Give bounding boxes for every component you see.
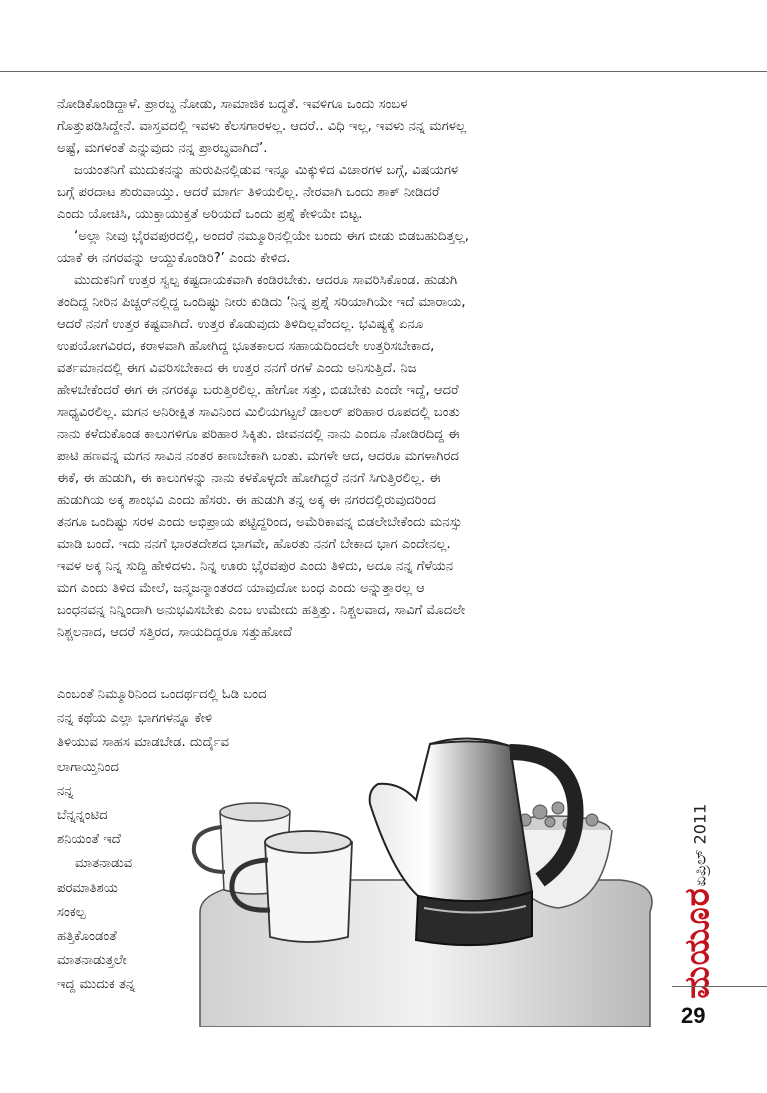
wrap-line: ನನ್ನ ಕಥೆಯ ಎಲ್ಲಾ ಭಾಗಗಳನ್ನೂ ಕೇಳಿ [57, 711, 213, 727]
body-line: ನಿಶ್ಚಲನಾದ, ಆದರೆ ಸತ್ತಿರದ, ಸಾಯದಿದ್ದರೂ ಸತ್ತುಹೋದೆ [57, 625, 293, 640]
page-number: 29 [681, 1003, 706, 1028]
body-line: ಜಯಂತನಿಗೆ ಮುದುಕನನ್ನು ಹುರುಪಿನಲ್ಲಿಡುವ ಇನ್ನೂ ಮಿಕ್ಕುಳಿದ ವಿಚಾರಗಳ ಬಗ್ಗೆ, ವಿಷಯಗಳ [74, 163, 459, 178]
body-line: ಯಾಕೆ ಈ ನಗರವನ್ನು ಆಯ್ದುಕೊಂಡಿರಿ?’ ಎಂದು ಕೇಳಿದ. [57, 251, 291, 266]
body-line: ಮಗ ಎಂದು ತಿಳಿದ ಮೇಲೆ, ಜನ್ಮಜನ್ಮಾಂತರದ ಯಾವುದೋ ಬಂಧ ಎಂದು ಅನ್ನುತ್ತಾರಲ್ಲ ಆ [57, 581, 425, 596]
issue-date [660, 800, 740, 890]
wrap-line: ತಿಳಿಯುವ ಸಾಹಸ ಮಾಡಬೇಡ. ದುರ್ದೈವ [57, 735, 230, 751]
body-line: ಹೇಳಬೇಕೆಂದರೆ ಈಗ ಈ ನಗರಕ್ಕೂ ಬರುತ್ತಿರಲಿಲ್ಲ. ಹೇಗೋ ಸತ್ತು, ಬಿಡಬೇಕು ಎಂದೇ ಇದ್ದೆ, ಆದರೆ [57, 383, 459, 398]
wrap-line: ಲಾಗಾಯ್ತಿನಿಂದ [57, 759, 119, 775]
body-line: ಉಪಯೋಗವಿರದ, ಕರಾಳವಾಗಿ ಹೋಗಿದ್ದ ಭೂತಕಾಲದ ಸಹಾಯದಿಂದಲೇ ಉತ್ತರಿಸಬೇಕಾದ, [57, 339, 435, 354]
wrap-line: ಮಾತನಾಡುತ್ತಲೇ [57, 953, 127, 969]
body-line: ಗೊತ್ತುಪಡಿಸಿದ್ದೇನೆ. ವಾಸ್ತವದಲ್ಲಿ ಇವಳು ಕೆಲಸಗಾರಳಲ್ಲ. ಆದರೆ.. ವಿಧಿ ಇಲ್ಲ, ಇವಳು ನನ್ನ ಮಗಳಲ್ಲ [57, 119, 467, 134]
body-line: ಆದರೆ ನನಗೆ ಉತ್ತರ ಕಷ್ಟವಾಗಿದೆ. ಉತ್ತರ ಕೊಡುವುದು ತಿಳಿದಿಲ್ಲವೆಂದಲ್ಲ. ಭವಿಷ್ಯಕ್ಕೆ ಏನೂ [57, 317, 424, 332]
wrap-line: ಎಂಬಂತೆ ನಿಮ್ಮೂರಿನಿಂದ ಒಂದರ್ಥದಲ್ಲಿ ಓಡಿ ಬಂದ [57, 687, 267, 702]
body-line: ಬಂಧನವನ್ನ ನಿನ್ನಿಂದಾಗಿ ಅನುಭವಿಸಬೇಕು ಎಂಬ ಉಮೇದು ಹತ್ತಿತ್ತು. ನಿಶ್ಚಲವಾದ, ಸಾವಿಗೆ ಮೊದಲೇ [57, 603, 466, 618]
article-body [57, 94, 667, 644]
magazine-logo [668, 886, 728, 999]
body-line: ವರ್ತಮಾನದಲ್ಲಿ ಈಗ ವಿವರಿಸಬೇಕಾದ ಈ ಉತ್ತರ ನನಗೆ ರಗಳೆ ಎಂದು ಅನಿಸುತ್ತಿದೆ. ನಿಜ [57, 361, 417, 376]
body-line: ತಂದಿದ್ದ ನೀರಿನ ಪಿಚ್ಚರ್‌ನಲ್ಲಿದ್ದ ಒಂದಿಷ್ಟು ನೀರು ಕುಡಿದು ‘ನಿನ್ನ ಪ್ರಶ್ನೆ ಸರಿಯಾಗಿಯೇ ಇದೆ ಮಾರಾಯ, [57, 295, 466, 310]
wrap-line: ಸಂಕಲ್ಪ [57, 904, 86, 920]
body-line: ಹುಡುಗಿಯ ಅಕ್ಕ ಶಾಂಭವಿ ಎಂದು ಹೆಸರು. ಈ ಹುಡುಗಿ ತನ್ನ ಅಕ್ಕ ಈ ನಗರದಲ್ಲಿರುವುದರಿಂದ [57, 493, 437, 508]
wrap-line: ಹತ್ತಿಕೊಂಡಂತೆ [57, 929, 117, 945]
body-line: ಮಾಡಿ ಬಂದೆ. ಇದು ನನಗೆ ಭಾರತದೇಶದ ಭಾಗವೇ, ಹೊರತು ನನಗೆ ಬೇಕಾದ ಭಾಗ ಎಂದೇನಲ್ಲ. [57, 537, 451, 552]
footer-rule [672, 986, 767, 987]
body-line: ‘ಅಲ್ಲಾ ನೀವು ಭೈರವಪುರದಲ್ಲಿ, ಅಂದರೆ ನಮ್ಮೂರಿನಲ್ಲಿಯೇ ಬಂದು ಈಗ ಬೀಡು ಬಿಡಬಹುದಿತ್ತಲ್ಲ, [74, 229, 469, 244]
body-line: ನಾನು ಕಳೆದುಕೊಂಡ ಕಾಲುಗಳಿಗೂ ಪರಿಹಾರ ಸಿಕ್ಕಿತು. ಜೀವನದಲ್ಲಿ ನಾನು ಎಂದೂ ನೋಡಿರದಿದ್ದ ಈ [57, 427, 460, 442]
wrap-line: ಶನಿಯಂತೆ ಇದೆ [57, 832, 121, 848]
body-line: ಪಾಟಿ ಹಣವನ್ನ ಮಗನ ಸಾವಿನ ನಂತರ ಕಾಣಬೇಕಾಗಿ ಬಂತು. ಮಗಳೇ ಆದ, ಆದರೂ ಮಗಳಾಗಿರದ [57, 449, 459, 464]
body-line: ನೋಡಿಕೊಂಡಿದ್ದಾಳೆ. ಪ್ರಾರಬ್ಧ ನೋಡು, ಸಾಮಾಜಿಕ ಬದ್ಧತೆ. ಇವಳಿಗೂ ಒಂದು ಸಂಬಳ [57, 97, 408, 112]
header-rule [0, 71, 767, 72]
wrap-line: ಪರಮಾತಿಶಯ [57, 880, 118, 896]
wrap-line: ಇದ್ದ ಮುದುಕ ತನ್ನ [57, 977, 136, 993]
issue-date-label: ಏಪ್ರಿಲ್ 2011 [690, 803, 710, 887]
wrap-line: ಬೆನ್ನನ್ನಂಟಿದ [57, 808, 108, 824]
body-line: ಎಂದು ಯೋಚಿಸಿ, ಯುಕ್ತಾಯುಕ್ತತೆ ಅರಿಯದೆ ಒಂದು ಪ್ರಶ್ನೆ ಕೇಳಿಯೇ ಬಿಟ್ಟ. [57, 207, 363, 222]
body-line: ಬಗ್ಗೆ ಪರದಾಟ ಶುರುವಾಯ್ತು. ಆದರೆ ಮಾರ್ಗ ತಿಳಿಯಲಿಲ್ಲ. ನೇರವಾಗಿ ಒಂದು ಶಾಕ್ ನೀಡಿದರೆ [57, 185, 440, 200]
body-line: ಅಷ್ಟೆ, ಮಗಳಂತೆ ಎನ್ನುವುದು ನನ್ನ ಪ್ರಾರಬ್ಧವಾಗಿದೆ’. [57, 141, 268, 156]
wrap-line: ನನ್ನ [57, 783, 74, 799]
kettle-and-cups-illustration [180, 712, 670, 1027]
body-line: ತನಗೂ ಒಂದಿಷ್ಟು ಸರಳ ಎಂದು ಅಭಿಪ್ರಾಯ ಪಟ್ಟಿದ್ದರಿಂದ, ಅಮೆರಿಕಾವನ್ನ ಬಿಡಲೇಬೇಕೆಂದು ಮನಸ್ಸು [57, 515, 463, 530]
body-line: ಮುದುಕನಿಗೆ ಉತ್ತರ ಸ್ವಲ್ಪ ಕಷ್ಟದಾಯಕವಾಗಿ ಕಂಡಿರಬೇಕು. ಆದರೂ ಸಾವರಿಸಿಕೊಂಡ. ಹುಡುಗಿ [74, 273, 458, 288]
body-line: ಈಕೆ, ಈ ಹುಡುಗಿ, ಈ ಕಾಲುಗಳನ್ನು ನಾನು ಕಳಕೊಳ್ಳದೇ ಹೋಗಿದ್ದರೆ ನನಗೆ ಸಿಗುತ್ತಿರಲಿಲ್ಲ. ಈ [57, 471, 441, 486]
body-line: ಇವಳ ಅಕ್ಕ ನಿನ್ನ ಸುದ್ದಿ ಹೇಳಿದಳು. ನಿನ್ನ ಊರು ಭೈರವಪುರ ಎಂದು ತಿಳಿದು, ಅದೂ ನನ್ನ ಗೆಳೆಯನ [57, 559, 454, 574]
magazine-logo-text: ಮಯೂರ [678, 886, 718, 999]
body-line: ಸಾಧ್ಯವಿರಲಿಲ್ಲ. ಮಗನ ಅನಿರೀಕ್ಷಿತ ಸಾವಿನಿಂದ ಮಿಲಿಯಗಟ್ಟಲೆ ಡಾಲರ್ ಪರಿಹಾರ ರೂಪದಲ್ಲಿ ಬಂತು [57, 405, 460, 420]
wrap-line: ಮಾತನಾಡುವ [75, 856, 133, 872]
